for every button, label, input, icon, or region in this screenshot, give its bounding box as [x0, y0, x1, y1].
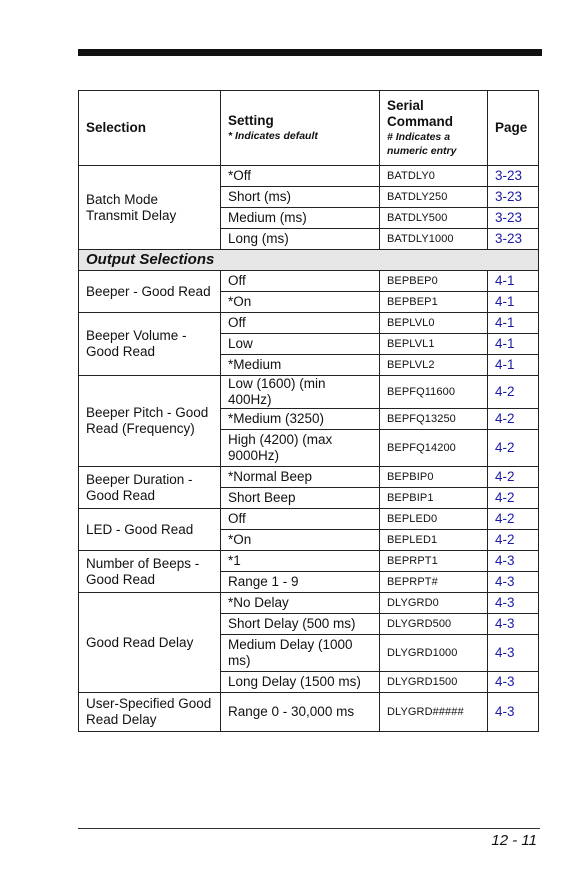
command-cell: BEPFQ13250	[380, 409, 488, 430]
header-serial-note: # Indicates a numeric entry	[387, 131, 457, 157]
page-link[interactable]: 3-23	[488, 187, 539, 208]
page-link[interactable]: 3-23	[488, 229, 539, 250]
command-cell: BEPLED1	[380, 530, 488, 551]
table-row	[79, 693, 539, 732]
command-cell: BEPFQ14200	[380, 430, 488, 467]
command-cell: BEPLED0	[380, 509, 488, 530]
setting-cell: High (4200) (max 9000Hz)	[221, 430, 380, 467]
page-link[interactable]: 4-2	[488, 467, 539, 488]
header-serial-command: Serial Command # Indicates a numeric entry	[380, 91, 488, 166]
header-setting-note: * Indicates default	[228, 130, 318, 142]
header-selection: Selection	[79, 91, 221, 166]
command-cell: BEPLVL2	[380, 355, 488, 376]
command-cell: DLYGRD1000	[380, 635, 488, 672]
setting-cell: Off	[221, 271, 380, 292]
command-cell: DLYGRD1500	[380, 672, 488, 693]
setting-cell: Range 0 - 30,000 ms	[221, 693, 380, 732]
command-cell: BATDLY1000	[380, 229, 488, 250]
setting-cell: Short Beep	[221, 488, 380, 509]
selection-cell: LED - Good Read	[79, 509, 221, 551]
setting-cell: Long (ms)	[221, 229, 380, 250]
command-cell: BEPBIP1	[380, 488, 488, 509]
page-link[interactable]: 4-2	[488, 509, 539, 530]
command-cell: DLYGRD0	[380, 593, 488, 614]
page-number: 12 - 11	[491, 832, 537, 849]
setting-cell: Long Delay (1500 ms)	[221, 672, 380, 693]
table-row	[79, 509, 539, 530]
page-link[interactable]: 4-1	[488, 313, 539, 334]
header-setting: Setting * Indicates default	[221, 91, 380, 166]
table-row	[79, 313, 539, 334]
command-cell: BEPBEP1	[380, 292, 488, 313]
command-cell: BEPBEP0	[380, 271, 488, 292]
page-link[interactable]: 4-2	[488, 409, 539, 430]
command-cell: BATDLY250	[380, 187, 488, 208]
page-link[interactable]: 4-3	[488, 614, 539, 635]
command-cell: DLYGRD#####	[380, 693, 488, 732]
command-cell: BATDLY500	[380, 208, 488, 229]
page-link[interactable]: 4-3	[488, 572, 539, 593]
page-link[interactable]: 4-3	[488, 593, 539, 614]
table-header-row	[79, 91, 539, 166]
setting-cell: *On	[221, 530, 380, 551]
command-cell: BEPRPT1	[380, 551, 488, 572]
setting-cell: Short Delay (500 ms)	[221, 614, 380, 635]
setting-cell: Short (ms)	[221, 187, 380, 208]
page-link[interactable]: 3-23	[488, 208, 539, 229]
setting-cell: Off	[221, 509, 380, 530]
page-link[interactable]: 3-23	[488, 166, 539, 187]
page-link[interactable]: 4-2	[488, 488, 539, 509]
setting-cell: Medium (ms)	[221, 208, 380, 229]
page-link[interactable]: 4-3	[488, 672, 539, 693]
command-cell: BATDLY0	[380, 166, 488, 187]
page-link[interactable]: 4-3	[488, 693, 539, 732]
page-link[interactable]: 4-3	[488, 551, 539, 572]
setting-cell: *No Delay	[221, 593, 380, 614]
page-link[interactable]: 4-1	[488, 271, 539, 292]
setting-cell: *On	[221, 292, 380, 313]
selection-cell: Batch Mode Transmit Delay	[79, 166, 221, 250]
footer-rule	[78, 828, 540, 829]
setting-cell: *Medium (3250)	[221, 409, 380, 430]
header-rule	[78, 49, 542, 56]
page-link[interactable]: 4-1	[488, 355, 539, 376]
setting-cell: *Normal Beep	[221, 467, 380, 488]
setting-cell: Off	[221, 313, 380, 334]
header-page: Page	[488, 91, 539, 166]
command-cell: BEPRPT#	[380, 572, 488, 593]
table-row	[79, 467, 539, 488]
setting-cell: *1	[221, 551, 380, 572]
page-link[interactable]: 4-3	[488, 635, 539, 672]
command-cell: BEPLVL0	[380, 313, 488, 334]
selection-cell: Beeper - Good Read	[79, 271, 221, 313]
table-row	[79, 593, 539, 614]
setting-cell: *Medium	[221, 355, 380, 376]
setting-cell: Medium Delay (1000 ms)	[221, 635, 380, 672]
page-link[interactable]: 4-2	[488, 430, 539, 467]
command-cell: BEPBIP0	[380, 467, 488, 488]
table-row	[79, 551, 539, 572]
setting-cell: Low (1600) (min 400Hz)	[221, 376, 380, 409]
selection-cell: Beeper Pitch - Good Read (Frequency)	[79, 376, 221, 467]
selection-cell: Good Read Delay	[79, 593, 221, 693]
section-title: Output Selections	[79, 250, 539, 271]
command-cell: DLYGRD500	[380, 614, 488, 635]
selection-cell: Beeper Duration - Good Read	[79, 467, 221, 509]
command-cell: BEPFQ11600	[380, 376, 488, 409]
table-row	[79, 271, 539, 292]
setting-cell: Low	[221, 334, 380, 355]
page-link[interactable]: 4-1	[488, 334, 539, 355]
section-row	[79, 250, 539, 271]
settings-table	[78, 90, 539, 732]
selection-cell: Number of Beeps - Good Read	[79, 551, 221, 593]
table-row	[79, 376, 539, 409]
selection-cell: User-Specified Good Read Delay	[79, 693, 221, 732]
page-link[interactable]: 4-1	[488, 292, 539, 313]
selection-cell: Beeper Volume - Good Read	[79, 313, 221, 376]
page-link[interactable]: 4-2	[488, 376, 539, 409]
setting-cell: Range 1 - 9	[221, 572, 380, 593]
setting-cell: *Off	[221, 166, 380, 187]
page-link[interactable]: 4-2	[488, 530, 539, 551]
table-row	[79, 166, 539, 187]
command-cell: BEPLVL1	[380, 334, 488, 355]
